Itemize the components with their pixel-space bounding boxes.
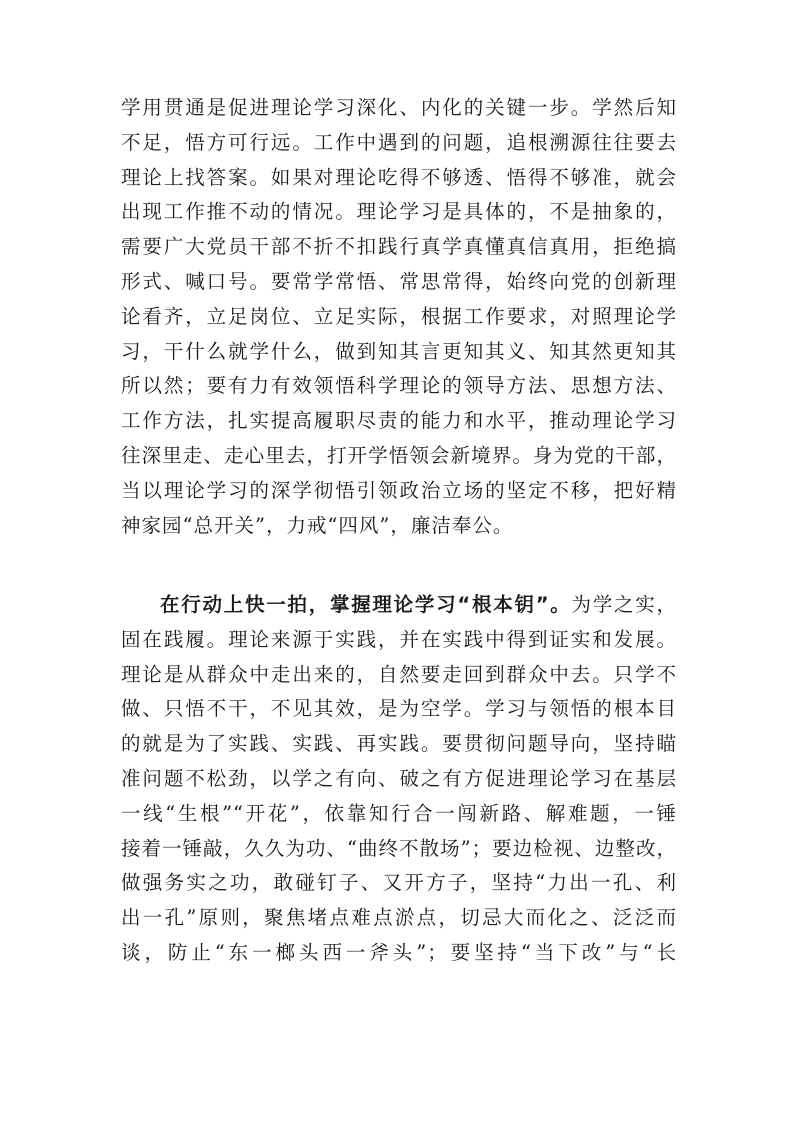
paragraph-2-line: 接着一锤敲，久久为功、“曲终不散场”；要边检视、边整改， [121, 836, 677, 860]
paragraph-2-line: 谈，防止“东一榔头西一斧头”；要坚持“当下改”与“长 [121, 940, 677, 964]
paragraph-2-first-line-rest: 为学之实， [571, 593, 677, 616]
paragraph-1-line: 习，干什么就学什么，做到知其言更知其义、知其然更知其 [121, 339, 677, 363]
paragraph-1-line: 工作方法，扎实提高履职尽责的能力和水平，推动理论学习 [121, 409, 677, 433]
paragraph-1-line: 当以理论学习的深学彻悟引领政治立场的坚定不移，把好精 [121, 478, 677, 502]
paragraph-2-line: 固在践履。理论来源于实践，并在实践中得到证实和发展。 [121, 627, 677, 651]
paragraph-2-line: 一线“生根”“开花”，依靠知行合一闯新路、解难题，一锤 [121, 801, 677, 825]
paragraph-1-line: 理论上找答案。如果对理论吃得不够透、悟得不够准，就会 [121, 165, 677, 189]
paragraph-2 [121, 588, 677, 971]
paragraph-2-line: 理论是从群众中走出来的，自然要走回到群众中去。只学不 [121, 662, 677, 686]
paragraph-1-line: 论看齐，立足岗位、立足实际，根据工作要求，对照理论学 [121, 304, 677, 328]
paragraph-2-line: 的就是为了实践、实践、再实践。要贯彻问题导向，坚持瞄 [121, 732, 677, 756]
paragraph-1-line: 形式、喊口号。要常学常悟、常思常得，始终向党的创新理 [121, 269, 677, 293]
paragraph-1-line: 神家园“总开关”，力戒“四风”，廉洁奉公。 [121, 513, 514, 537]
paragraph-1-line: 需要广大党员干部不折不扣践行真学真懂真信真用，拒绝搞 [121, 235, 677, 259]
paragraph-2-line: 准问题不松劲，以学之有向、破之有方促进理论学习在基层 [121, 766, 677, 790]
paragraph-2-line: 做强务实之功，敢碰钉子、又开方子，坚持“力出一孔、利 [121, 871, 677, 895]
paragraph-1-line: 不足，悟方可行远。工作中遇到的问题，追根溯源往往要去 [121, 130, 677, 154]
paragraph-2-first-line [121, 588, 677, 623]
paragraph-2-line: 做、只悟不干，不见其效，是为空学。学习与领悟的根本目 [121, 697, 677, 721]
paragraph-2-line: 出一孔”原则，聚焦堵点难点淤点，切忌大而化之、泛泛而 [121, 906, 677, 930]
paragraph-1-line: 学用贯通是促进理论学习深化、内化的关键一步。学然后知 [121, 96, 677, 119]
paragraph-1-line: 出现工作推不动的情况。理论学习是具体的，不是抽象的， [121, 200, 677, 224]
paragraph-2-heading: 在行动上快一拍，掌握理论学习“根本钥”。 [160, 593, 572, 616]
paragraph-1-line: 往深里走、走心里去，打开学悟领会新境界。身为党的干部， [121, 443, 677, 467]
paragraph-1-line: 所以然；要有力有效领悟科学理论的领导方法、思想方法、 [121, 374, 677, 398]
paragraph-1 [121, 91, 677, 543]
